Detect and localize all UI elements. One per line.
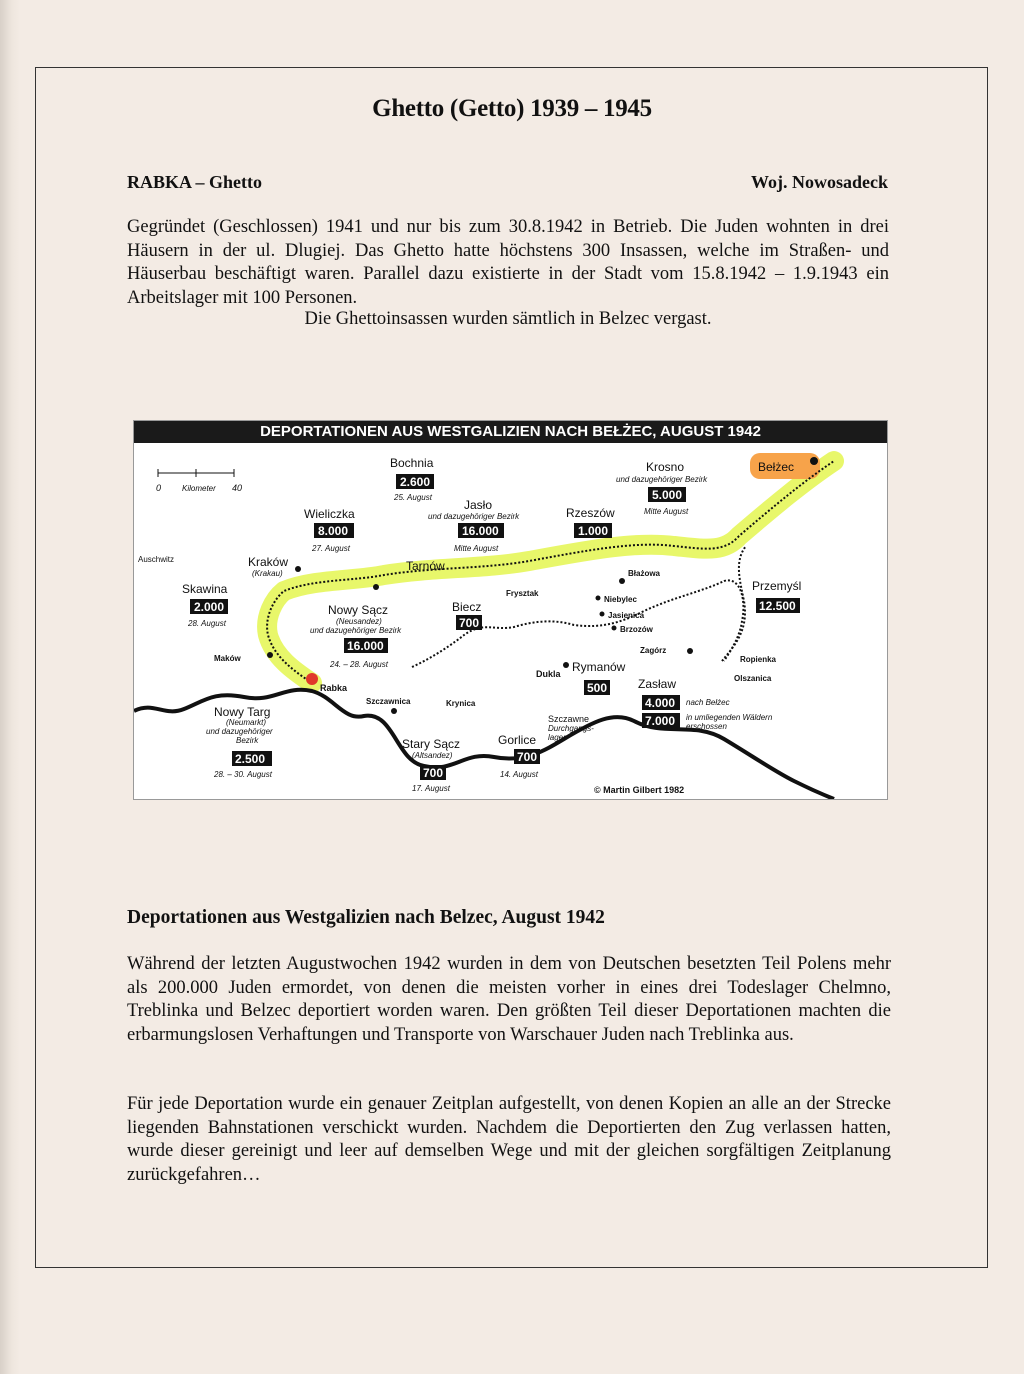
olszanica-label: Olszanica — [734, 674, 772, 683]
nowy-targ-sub: (Neumarkt) — [226, 718, 267, 727]
skawina-label: Skawina — [182, 582, 228, 596]
zaslaw-count2: 7.000 — [645, 714, 676, 728]
map-title: DEPORTATIONEN AUS WESTGALIZIEN NACH BEŁŻEC, AUGUST 1942 — [134, 421, 887, 443]
tarnow-label: Tarnów — [406, 559, 445, 573]
intro-paragraph: Gegründet (Geschlossen) 1941 und nur bis zum 30.8.1942 in Betrieb. Die Juden wohnten in drei Häusern in der ul. Dlugiej. Das Ghetto hatte höchstens 300 Insassen, welche im Straßen- und Häuserbau beschäftigt waren. Parallel dazu existierte in der Stadt vom 15.8.1942 – 1.9.1943 ein Arbeitslager mit 100 Personen. — [127, 217, 889, 308]
scale-zero: 0 — [156, 483, 162, 493]
przemysl-count: 12.500 — [759, 599, 796, 613]
zaslaw-note2a: in umliegenden Wäldern — [686, 713, 773, 722]
rymanow-label: Rymanów — [572, 660, 626, 674]
dukla-label: Dukla — [536, 669, 561, 679]
section-paragraph-1: Während der letzten Augustwochen 1942 wurden in dem von Deutschen besetzten Teil Polens mehr als 200.000 Juden ermordet, von denen die meisten vorher in eines drei Todeslager Chelmno, Treblinka und Belzec deportiert worden waren. Den größten Teil dieser Deportationen machten die erbarmungslosen Verhaftungen und Transporte von Warschauer Juden nach Treblinka aus. — [127, 954, 891, 1045]
wieliczka-date: 27. August — [312, 544, 350, 553]
krosno-count: 5.000 — [652, 488, 683, 502]
krosno-label: Krosno — [646, 460, 685, 474]
zagorz-dot — [687, 648, 693, 654]
section-heading: Deportationen aus Westgalizien nach Belzec, August 1942 — [127, 907, 605, 928]
skawina-date: 28. August — [188, 619, 226, 628]
blazowa-label: Błażowa — [628, 569, 661, 578]
stary-sacz-sub: (Altsandez) — [412, 751, 453, 760]
frysztak-label: Frysztak — [506, 589, 539, 598]
szczawne-sub: Durchgangs- — [548, 724, 594, 733]
nowy-targ-label: Nowy Targ — [214, 705, 271, 719]
stary-sacz-label: Stary Sącz — [402, 737, 461, 751]
jaslo-label: Jasło — [464, 498, 493, 512]
bochnia-date: 25. August — [394, 493, 432, 502]
brzozow-label: Brzozów — [620, 625, 653, 634]
scale-label: Kilometer — [182, 484, 216, 493]
rzeszow-count: 1.000 — [578, 524, 609, 538]
page-title: Ghetto (Getto) 1939 – 1945 — [372, 95, 652, 122]
jasienica-label: Jasienica — [608, 611, 645, 620]
makow-dot — [267, 652, 273, 658]
zaslaw-note1: nach Bełżec — [686, 698, 730, 707]
wieliczka-count: 8.000 — [318, 524, 349, 538]
deportation-map — [133, 420, 888, 800]
rymanow-count: 500 — [587, 681, 608, 695]
gorlice-date: 14. August — [500, 770, 538, 779]
nowy-sacz-sub2: und dazugehöriger Bezirk — [310, 626, 402, 635]
gorlice-label: Gorlice — [498, 733, 537, 747]
scale-forty: 40 — [232, 483, 243, 493]
biecz-count: 700 — [459, 616, 480, 630]
nowy-sacz-date: 24. – 28. August — [330, 660, 388, 669]
krosno-date: Mitte August — [644, 507, 689, 516]
rabka-label: Rabka — [320, 683, 348, 693]
tarnow-dot — [373, 584, 379, 590]
zaslaw-count1: 4.000 — [645, 696, 676, 710]
nowy-sacz-count: 16.000 — [347, 639, 384, 653]
jasienica-dot — [600, 612, 605, 617]
rzeszow-label: Rzeszów — [566, 506, 615, 520]
szczawnica-label: Szczawnica — [366, 697, 411, 706]
bochnia-count: 2.600 — [400, 475, 431, 489]
krakow-label: Kraków — [248, 555, 289, 569]
nowy-sacz-sub: (Neusandez) — [336, 617, 382, 626]
niebylec-dot — [596, 596, 601, 601]
szczawnica-dot — [391, 708, 397, 714]
page-edge — [0, 0, 20, 1374]
section-paragraph-2: Für jede Deportation wurde ein genauer Zeitplan aufgestellt, von denen Kopien an alle an der Strecke liegenden Bahnstationen verschickt wurden. Nachdem die Deportierten den Zug verlassen hatten, wurde dieser gereinigt und leer auf demselben Wege und mit der gleichen sorgfältigen Zeitplanung zurückgefahren… — [127, 1094, 891, 1185]
ghetto-name: RABKA – Ghetto — [127, 172, 262, 192]
voivodeship: Woj. Nowosadeck — [750, 172, 888, 192]
biecz-label: Biecz — [452, 600, 482, 614]
szczawne-label: Szczawne — [548, 714, 590, 724]
szczawne-sub2: lager — [548, 733, 566, 742]
zaslaw-note2b: erschossen — [686, 722, 727, 731]
krosno-sub: und dazugehöriger Bezirk — [616, 475, 708, 484]
jaslo-count: 16.000 — [462, 524, 499, 538]
brzozow-dot — [612, 626, 617, 631]
nowy-targ-count: 2.500 — [235, 752, 266, 766]
intro-closing: Die Ghettoinsassen wurden sämtlich in Belzec vergast. — [304, 309, 712, 329]
jaslo-sub: und dazugehöriger Bezirk — [428, 512, 520, 521]
skawina-count: 2.000 — [194, 600, 225, 614]
belzec-label: Bełżec — [758, 460, 795, 474]
przemysl-label: Przemyśl — [752, 579, 802, 593]
nowy-targ-sub2: und dazugehöriger — [206, 727, 273, 736]
gorlice-count: 700 — [517, 750, 538, 764]
auschwitz-label: Auschwitz — [138, 555, 175, 564]
map-copyright: © Martin Gilbert 1982 — [594, 785, 685, 795]
rabka-marker — [306, 673, 318, 685]
zaslaw-label: Zasław — [638, 677, 677, 691]
belzec-dot — [810, 457, 818, 465]
zagorz-label: Zagórz — [640, 646, 667, 655]
bochnia-label: Bochnia — [390, 456, 434, 470]
nowy-sacz-label: Nowy Sącz — [328, 603, 389, 617]
wieliczka-label: Wieliczka — [304, 507, 355, 521]
jaslo-date: Mitte August — [454, 544, 499, 553]
stary-sacz-count: 700 — [423, 766, 444, 780]
ropienka-label: Ropienka — [740, 655, 777, 664]
blazowa-dot — [619, 578, 625, 584]
makow-label: Maków — [214, 654, 241, 663]
dukla-dot — [563, 662, 569, 668]
nowy-targ-date: 28. – 30. August — [214, 770, 272, 779]
nowy-targ-sub3: Bezirk — [236, 736, 259, 745]
niebylec-label: Niebylec — [604, 595, 637, 604]
krakow-dot — [295, 566, 301, 572]
stary-sacz-date: 17. August — [412, 784, 450, 793]
krynica-label: Krynica — [446, 699, 476, 708]
map-graphic — [134, 421, 887, 799]
krakow-sub: (Krakau) — [252, 569, 283, 578]
